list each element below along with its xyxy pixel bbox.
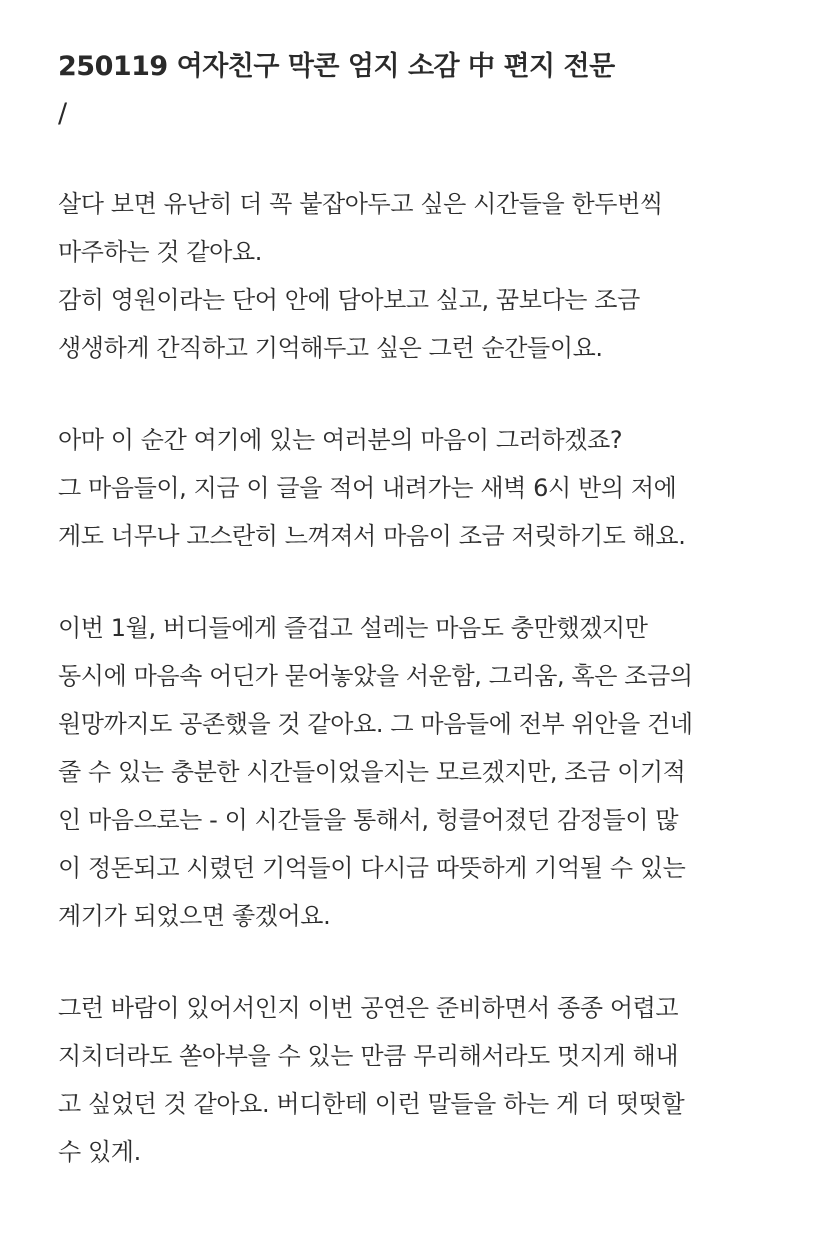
text-line: 계기가 되었으면 좋겠어요. — [58, 902, 331, 930]
spacer — [58, 134, 818, 180]
text-line: 지치더라도 쏟아부을 수 있는 만큼 무리해서라도 멋지게 해내 — [58, 1042, 679, 1070]
text-line: 수 있게. — [58, 1138, 141, 1166]
document-title: 250119 여자친구 막콘 엄지 소감 中 편지 전문 — [58, 51, 615, 82]
text-line: 아마 이 순간 여기에 있는 여러분의 마음이 그러하겠죠? — [58, 426, 623, 454]
spacer — [58, 372, 818, 416]
paragraph-3 — [58, 604, 818, 940]
text-line: 감히 영원이라는 단어 안에 담아보고 싶고, 꿈보다는 조금 — [58, 286, 640, 314]
paragraph-4 — [58, 984, 818, 1176]
text-line: 그 마음들이, 지금 이 글을 적어 내려가는 새벽 6시 반의 저에 — [58, 474, 677, 502]
letter-document — [58, 40, 818, 1176]
spacer — [58, 940, 818, 984]
text-line: 이 정돈되고 시렸던 기억들이 다시금 따뜻하게 기억될 수 있는 — [58, 854, 686, 882]
text-line: 고 싶었던 것 같아요. 버디한테 이런 말들을 하는 게 더 떳떳할 — [58, 1090, 685, 1118]
paragraph-2 — [58, 416, 818, 560]
text-line: 줄 수 있는 충분한 시간들이었을지는 모르겠지만, 조금 이기적 — [58, 758, 686, 786]
text-line: 이번 1월, 버디들에게 즐겁고 설레는 마음도 충만했겠지만 — [58, 614, 648, 642]
text-line: 생생하게 간직하고 기억해두고 싶은 그런 순간들이요. — [58, 334, 603, 362]
paragraph-1 — [58, 180, 818, 372]
spacer — [58, 560, 818, 604]
title-separator: / — [58, 98, 68, 129]
text-line: 살다 보면 유난히 더 꼭 붙잡아두고 싶은 시간들을 한두번씩 — [58, 190, 663, 218]
text-line: 동시에 마음속 어딘가 묻어놓았을 서운함, 그리움, 혹은 조금의 — [58, 662, 693, 690]
text-line: 마주하는 것 같아요. — [58, 238, 262, 266]
text-line: 그런 바람이 있어서인지 이번 공연은 준비하면서 종종 어렵고 — [58, 994, 679, 1022]
text-line: 원망까지도 공존했을 것 같아요. 그 마음들에 전부 위안을 건네 — [58, 710, 693, 738]
text-line: 인 마음으로는 - 이 시간들을 통해서, 헝클어졌던 감정들이 많 — [58, 806, 679, 834]
text-line: 게도 너무나 고스란히 느껴져서 마음이 조금 저릿하기도 해요. — [58, 522, 686, 550]
